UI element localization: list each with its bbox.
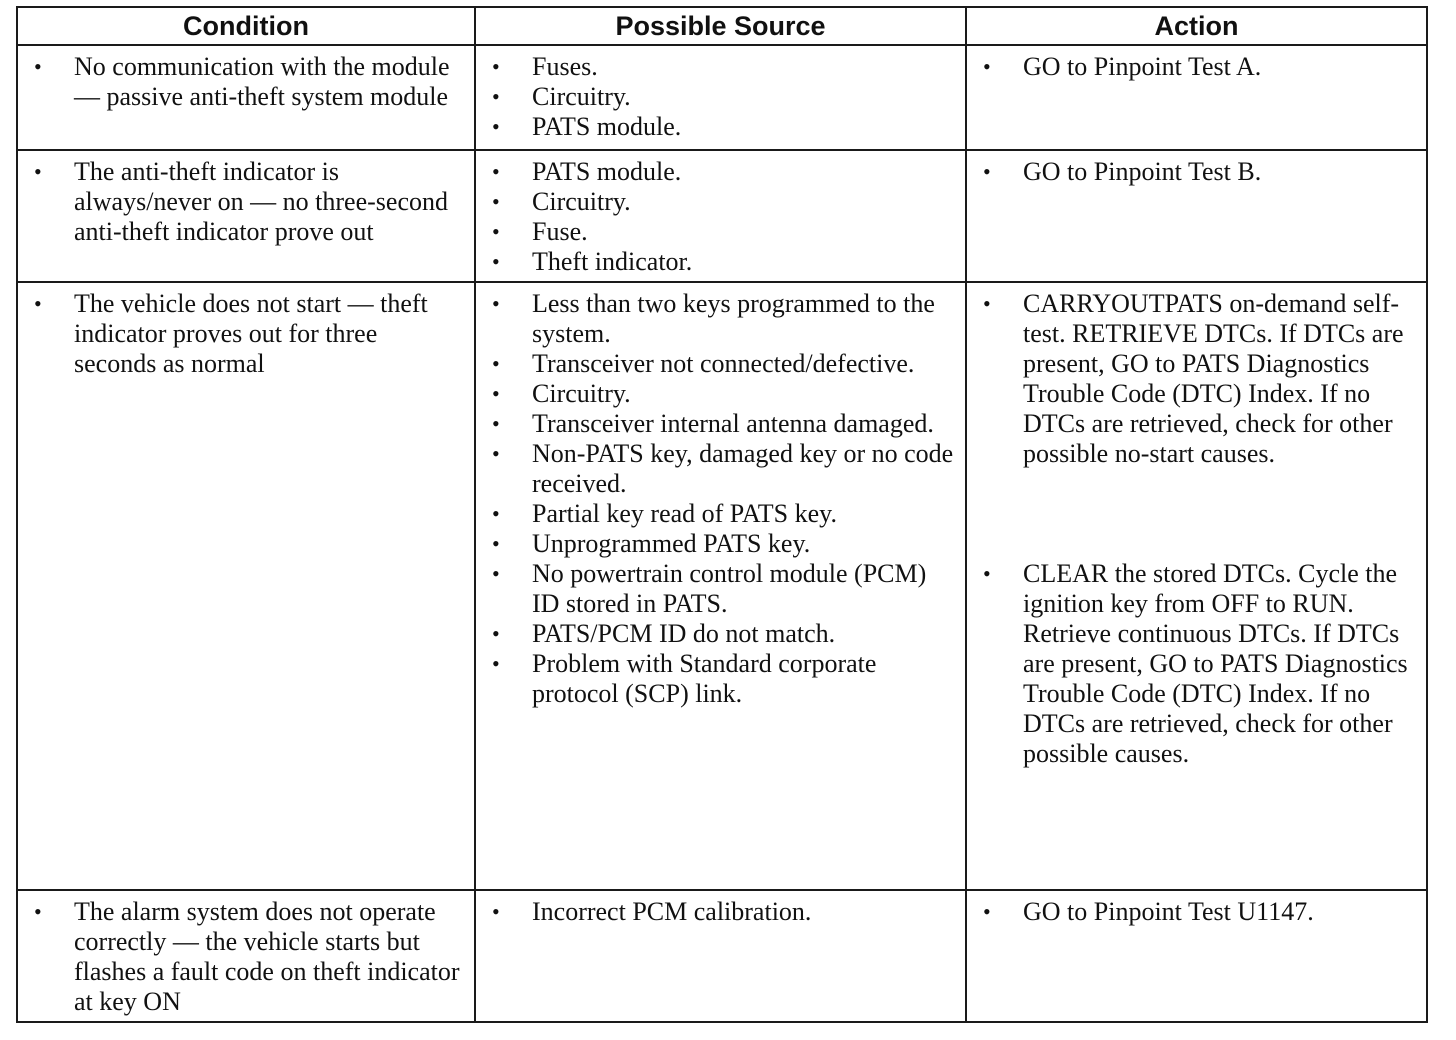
- condition-item: • The anti-theft indicator is always/never on — no three-second anti-theft indicator prove out: [28, 157, 464, 247]
- source-item: • Fuse.: [486, 217, 955, 247]
- source-item: • Theft indicator.: [486, 247, 955, 277]
- source-item: • Fuses.: [486, 52, 955, 82]
- action-header: Action: [966, 7, 1427, 45]
- condition-cell: [17, 45, 475, 150]
- action-cell: [966, 890, 1427, 1022]
- possible-source-header: Possible Source: [475, 7, 966, 45]
- source-item: • Unprogrammed PATS key.: [486, 529, 955, 559]
- source-item: • Partial key read of PATS key.: [486, 499, 955, 529]
- action-cell: [966, 45, 1427, 150]
- action-item: • GO to Pinpoint Test B.: [977, 157, 1416, 187]
- action-item: • GO to Pinpoint Test U1147.: [977, 897, 1416, 927]
- condition-item: • No communication with the module — passive anti-theft system module: [28, 52, 464, 112]
- source-item: • Circuitry.: [486, 187, 955, 217]
- table-row: [17, 45, 1427, 150]
- source-item: • Incorrect PCM calibration.: [486, 897, 955, 927]
- condition-item: • The vehicle does not start — theft indicator proves out for three seconds as normal: [28, 289, 464, 379]
- action-item: • CARRYOUTPATS on-demand self-test. RETRIEVE DTCs. If DTCs are present, GO to PATS Diagnostics Trouble Code (DTC) Index. If no DTCs are retrieved, check for other possible no-start causes.: [977, 289, 1416, 469]
- table-row: [17, 282, 1427, 890]
- possible-source-cell: [475, 282, 966, 890]
- table-row: [17, 890, 1427, 1022]
- possible-source-cell: [475, 150, 966, 282]
- condition-item: • The alarm system does not operate correctly — the vehicle starts but flashes a fault code on theft indicator at key ON: [28, 897, 464, 1017]
- source-item: • PATS module.: [486, 157, 955, 187]
- source-item: • Less than two keys programmed to the system.: [486, 289, 955, 349]
- action-cell: [966, 282, 1427, 890]
- condition-cell: [17, 150, 475, 282]
- source-item: • Transceiver internal antenna damaged.: [486, 409, 955, 439]
- table-row: [17, 150, 1427, 282]
- condition-header: Condition: [17, 7, 475, 45]
- action-cell: [966, 150, 1427, 282]
- source-item: • Transceiver not connected/defective.: [486, 349, 955, 379]
- condition-cell: [17, 282, 475, 890]
- action-item: • GO to Pinpoint Test A.: [977, 52, 1416, 82]
- source-item: • PATS module.: [486, 112, 955, 142]
- condition-cell: [17, 890, 475, 1022]
- source-item: • Circuitry.: [486, 379, 955, 409]
- source-item: • Problem with Standard corporate protocol (SCP) link.: [486, 649, 955, 709]
- source-item: • Non-PATS key, damaged key or no code received.: [486, 439, 955, 499]
- source-item: • Circuitry.: [486, 82, 955, 112]
- action-item: • CLEAR the stored DTCs. Cycle the ignition key from OFF to RUN. Retrieve continuous DTCs. If DTCs are present, GO to PATS Diagnostics Trouble Code (DTC) Index. If no DTCs are retrieved, check for other possible causes.: [977, 559, 1416, 769]
- source-item: • PATS/PCM ID do not match.: [486, 619, 955, 649]
- possible-source-cell: [475, 890, 966, 1022]
- source-item: • No powertrain control module (PCM) ID stored in PATS.: [486, 559, 955, 619]
- possible-source-cell: [475, 45, 966, 150]
- header-row: [17, 7, 1427, 45]
- diagnosis-table: [16, 6, 1428, 1023]
